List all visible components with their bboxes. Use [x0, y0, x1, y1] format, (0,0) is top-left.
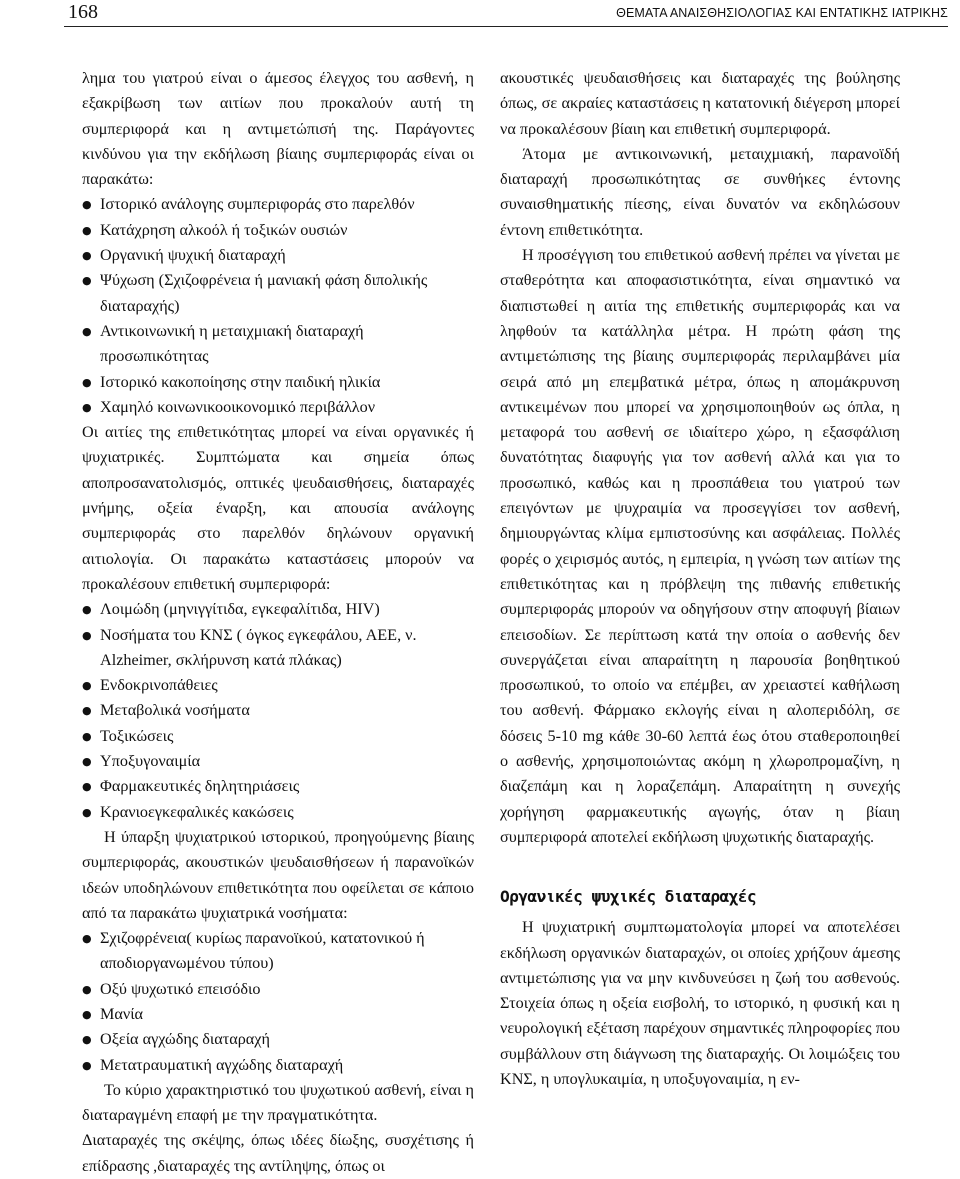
right-column [500, 66, 900, 1092]
list-item: ● Ψύχωση (Σχιζοφρένεια ή μανιακή φάση διπολικής διαταραχής) [82, 268, 474, 319]
main-feature-paragraph: Το κύριο χαρακτηριστικό του ψυχωτικού ασθενή, είναι η διαταραγμένη επαφή με την πραγματικότητα. [82, 1080, 474, 1125]
list-item: ● Φαρμακευτικές δηλητηριάσεις [82, 774, 474, 799]
list-item: ● Μεταβολικά νοσήματα [82, 698, 474, 723]
list-item: ● Σχιζοφρένεια( κυρίως παρανοϊκού, κατατονικού ή αποδιοργανωμένου τύπου) [82, 926, 474, 977]
continuation-paragraph: ακουστικές ψευδαισθήσεις και διαταραχές της βούλησης όπως, σε ακραίες καταστάσεις η κατατονική διέγερση μπορεί να προκαλέσουν βίαιη και επιθετική συμπεριφορά. [500, 69, 900, 138]
list-item: ● Ενδοκρινοπάθειες [82, 673, 474, 698]
list-item: ● Ιστορικό ανάλογης συμπεριφοράς στο παρελθόν [82, 192, 474, 217]
list-item: ● Τοξικώσεις [82, 724, 474, 749]
list-item: ● Κατάχρηση αλκοόλ ή τοξικών ουσιών [82, 218, 474, 243]
organic-paragraph: Η ψυχιατρική συμπτωματολογία μπορεί να αποτελέσει εκδήλωση οργανικών διαταραχών, οι οποίες χρήζουν άμεσης αντιμετώπισης για να μην κινδυνεύσει η ζωή του ασθενούς. Στοιχεία όπως η οξεία εισβολή, το ιστορικό, η φυσική και η νευρολογική εξέταση παρέχουν σημαντικές πληροφορίες που συμβάλλουν στη διάγνωση της διαταραχής. Οι λοιμώξεις του ΚΝΣ, η υπογλυκαιμία, η υποξυγοναιμία, η εν- [500, 918, 900, 1088]
causes-paragraph: Οι αιτίες της επιθετικότητας μπορεί να είναι οργανικές ή ψυχιατρικές. Συμπτώματα και σημεία όπως αποπροσανατολισμός, οπτικές ψευδαισθήσεις, διαταραχές μνήμης, οξεία έναρξη, και απουσία ανάλογης συμπεριφοράς στο παρελθόν δηλώνουν οργανική αιτιολογία. Οι παρακάτω καταστάσεις μπορούν να προκαλέσουν επιθετική συμπεριφορά: [82, 423, 474, 593]
left-column [82, 66, 474, 1179]
approach-paragraph: Η προσέγγιση του επιθετικού ασθενή πρέπει να γίνεται με σταθερότητα και αποφασιστικότητα, είναι σημαντικό να διαπιστωθεί η αιτία της επιθετικής συμπεριφοράς και να ληφθούν τα κατάλληλα μέτρα. Η πρώτη φάση της αντιμετώπισης της βίαιης συμπεριφοράς περιλαμβάνει μία σειρά από μη επεμβατικά μέτρα, όπως η απομάκρυνση αντικειμένων που μπορεί να χρησιμοποιηθούν ως όπλα, η μεταφορά του ασθενή σε ιδιαίτερο χώρο, η εξασφάλιση δυνατότητας διαφυγής για τον ασθενή αλλά και για το προσωπικό, καθώς και η προσπάθεια του γιατρού των επειγόντων με ψυχραιμία να προσεγγίσει τον ασθενή, δημιουργώντας κλίμα εμπιστοσύνης και ασφάλειας. Πολλές φορές ο χειρισμός αυτός, η εμπειρία, η γνώση των αιτίων της επιθετικότητας και η πρόβλεψη της πιθανής επιθετικής συμπεριφοράς μπορούν να οδηγήσουν στην αποφυγή βίαιων επεισοδίων. Σε περίπτωση κατά την οποία ο ασθενής δεν συνεργάζεται είναι απαραίτητη η παρουσία βοηθητικού προσωπικού, το οποίο να επέμβει, αν χρειαστεί καθήλωση του ασθενή. Φάρμακο εκλογής είναι η αλοπεριδόλη, σε δόσεις 5-10 mg κάθε 30-60 λεπτά έως ότου σταθεροποιηθεί ο ασθενής, χρησιμοποιώντας ακόμη η χλωροπρομαζίνη, η διαζεπάμη και η λοραζεπάμη. Απαραίτητη η συνεχής χορήγηση φαρμακευτικής αγωγής, όταν η βίαιη συμπεριφορά αποτελεί εκδήλωση ψυχωτικής διαταραχής. [500, 246, 900, 846]
list-item: ● Οργανική ψυχική διαταραχή [82, 243, 474, 268]
running-title: ΘΕΜΑΤΑ ΑΝΑΙΣΘΗΣΙΟΛΟΓΙΑΣ ΚΑΙ ΕΝΤΑΤΙΚΗΣ ΙΑΤΡΙΚΗΣ [616, 6, 948, 20]
thought-disorders-paragraph: Διαταραχές της σκέψης, όπως ιδέες δίωξης, συσχέτισης ή επίδρασης ,διαταραχές της αντίληψης, όπως οι [82, 1131, 474, 1175]
list-item: ● Κρανιοεγκεφαλικές κακώσεις [82, 800, 474, 825]
list-item: ● Υποξυγοναιμία [82, 749, 474, 774]
list-item: ● Χαμηλό κοινωνικοοικονομικό περιβάλλον [82, 395, 474, 420]
list-item: ● Μετατραυματική αγχώδης διαταραχή [82, 1053, 474, 1078]
page-number: 168 [68, 1, 98, 23]
list-item: ● Λοιμώδη (μηνιγγίτιδα, εγκεφαλίτιδα, HIV) [82, 597, 474, 622]
section-heading: Οργανικές ψυχικές διαταραχές [500, 887, 757, 907]
history-paragraph: Η ύπαρξη ψυχιατρικού ιστορικού, προηγούμενης βίαιης συμπεριφοράς, ακουστικών ψευδαισθήσεων ή παρανοϊκών ιδεών υποδηλώνουν επιθετικότητα που οφείλεται σε κάποιο από τα παρακάτω ψυχιατρικά νοσήματα: [82, 827, 474, 922]
psychiatric-disorders-list [82, 926, 474, 1078]
antisocial-paragraph: Άτομα με αντικοινωνική, μεταιχμιακή, παρανοϊδή διαταραχή προσωπικότητας σε συνθήκες έντονης συναισθηματικής πίεσης, είναι δυνατόν να εκδηλώσουν έντονη επιθετικότητα. [500, 144, 900, 239]
list-item: ● Οξύ ψυχωτικό επεισόδιο [82, 977, 474, 1002]
list-item: ● Μανία [82, 1002, 474, 1027]
list-item: ● Αντικοινωνική η μεταιχμιακή διαταραχή προσωπικότητας [82, 319, 474, 370]
intro-paragraph: λημα του γιατρού είναι ο άμεσος έλεγχος του ασθενή, η εξακρίβωση των αιτίων που προκαλούν αυτή τη συμπεριφορά και η αντιμετώπισή της. Παράγοντες κινδύνου για την εκδήλωση βίαιης συμπεριφοράς είναι οι παρακάτω: [82, 69, 474, 189]
organic-conditions-list [82, 597, 474, 825]
list-item: ● Ιστορικό κακοποίησης στην παιδική ηλικία [82, 370, 474, 395]
list-item: ● Οξεία αγχώδης διαταραχή [82, 1027, 474, 1052]
page-header [64, 0, 948, 27]
list-item: ● Νοσήματα του ΚΝΣ ( όγκος εγκεφάλου, ΑΕΕ, ν. Alzheimer, σκλήρυνση κατά πλάκας) [82, 623, 474, 674]
risk-factor-list [82, 192, 474, 420]
